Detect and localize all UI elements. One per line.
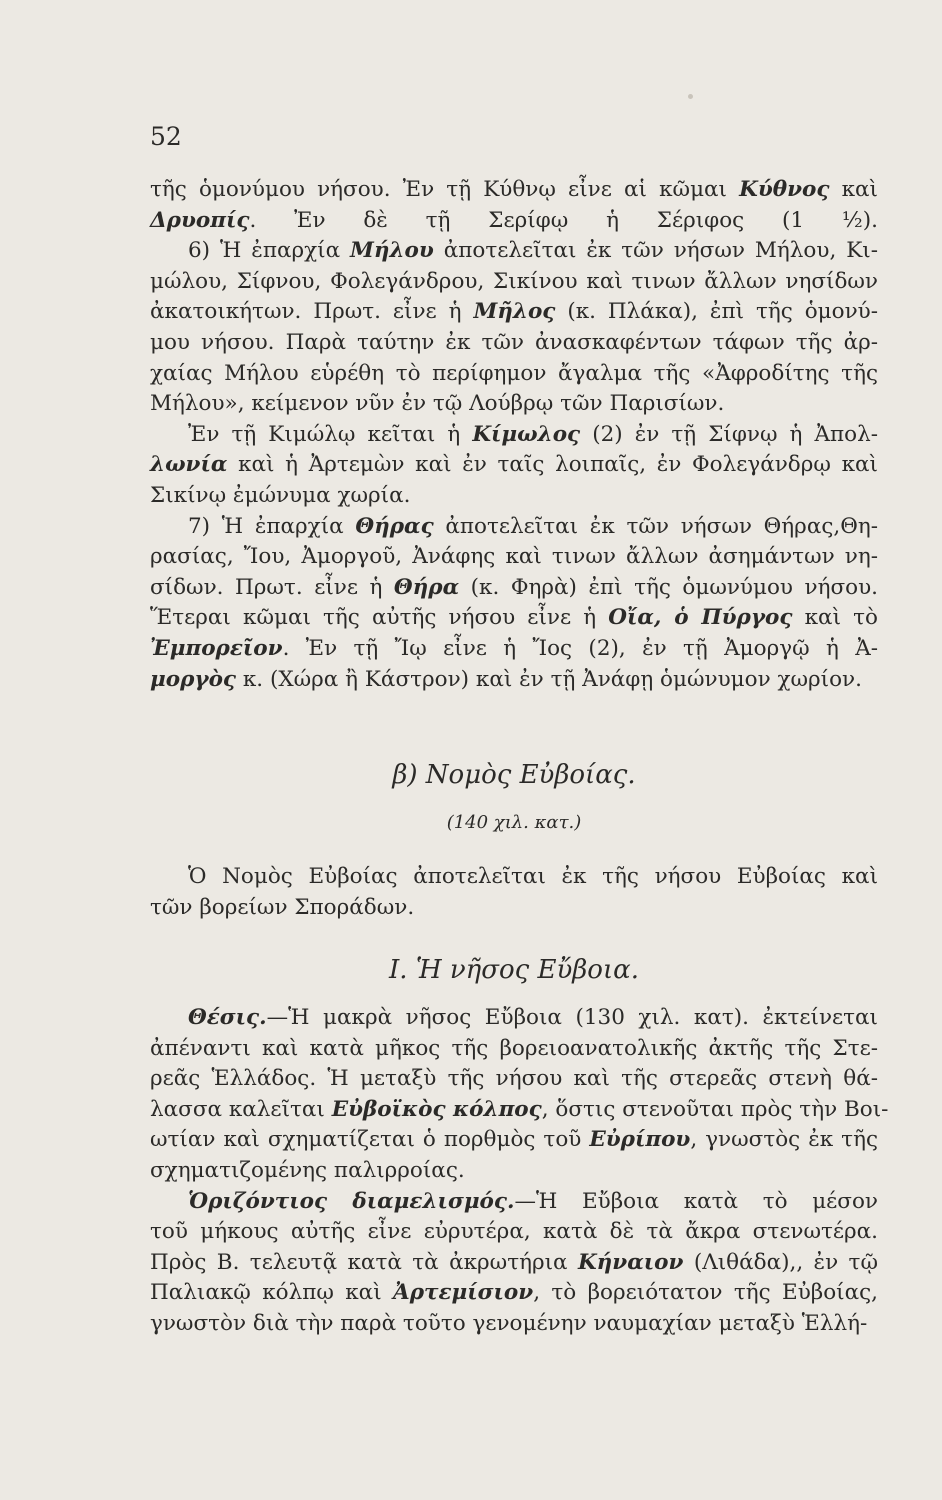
line-text: Παλιακῷ κόλπῳ καὶ [150, 1280, 394, 1306]
text-line [150, 481, 878, 511]
line-text: 7) Ἡ ἐπαρχία [188, 513, 356, 539]
text-line [150, 267, 878, 297]
text-line [188, 236, 878, 266]
text-line [150, 175, 878, 205]
line-text: (κ. Φηρὰ) ἐπὶ τῆς ὁμωνύμου νήσου. [459, 574, 878, 600]
emphasized-term: Δρυοπίς [150, 207, 250, 233]
line-text: καὶ ἡ Ἀρτεμὼν καὶ ἐν ταῖς λοιπαῖς, ἐν Φολεγάνδρῳ καὶ [227, 452, 878, 478]
emphasized-term: Ἀρτεμίσιον [393, 1280, 534, 1306]
line-text: λασσα καλεῖται [150, 1096, 332, 1122]
text-line [150, 1156, 878, 1186]
section-heading-euboea-island: Ι. Ἡ νῆσος Εὔβοια. [389, 955, 639, 985]
emphasized-term: Εὐβοϊκὸς κόλπος [331, 1096, 542, 1122]
line-text: 6) Ἡ ἐπαρχία [188, 238, 351, 264]
line-text: ἀπέναντι καὶ κατὰ μῆκος τῆς βορειοανατολικῆς ἀκτῆς τῆς Στε- [150, 1035, 878, 1061]
line-text: . Ἐν τῇ Ἴῳ εἶνε ἡ Ἴος (2), ἐν τῇ Ἀμοργῷ ἡ Ἀ- [282, 636, 878, 661]
emphasized-term: λωνία [150, 452, 228, 478]
emphasized-term: Ὁριζόντιος διαμελισμός. [188, 1188, 515, 1214]
text-line [150, 573, 878, 603]
emphasized-term: μοργὸς [150, 666, 236, 692]
line-text: ἀποτελεῖται ἐκ τῶν νήσων Θήρας,Θη- [433, 513, 878, 539]
text-line [188, 1003, 878, 1033]
text-line [150, 634, 878, 664]
emphasized-term: Κίμωλος [472, 421, 581, 447]
line-text: ἀκατοικήτων. Πρωτ. εἶνε ἡ [150, 299, 474, 325]
text-line [150, 328, 878, 358]
text-line [188, 1187, 878, 1217]
text-line [150, 389, 878, 419]
line-text: ἀποτελεῖται ἐκ τῶν νήσων Μήλου, Κι- [433, 238, 878, 264]
line-text: , γνωστὸς ἐκ τῆς [690, 1127, 878, 1153]
line-text: —Ἡ Εὔβοια κατὰ τὸ μέσον [514, 1188, 878, 1214]
text-line [150, 603, 878, 633]
line-text: , ὅστις στενοῦται πρὸς τὴν Βοι- [541, 1096, 889, 1122]
text-line [188, 420, 878, 450]
emphasized-term: Ἐμπορεῖον [150, 636, 283, 661]
emphasized-term: Μῆλος [473, 299, 556, 325]
line-text: γνωστὸν διὰ τὴν παρὰ τοῦτο γενομένην ναυμαχίαν μεταξὺ Ἑλλή- [150, 1311, 868, 1336]
line-text: ωτίαν καὶ σχηματίζεται ὁ πορθμὸς τοῦ [150, 1127, 590, 1153]
line-text: , τὸ βορειότατον τῆς Εὐβοίας, [533, 1280, 879, 1306]
line-text: σίδων. Πρωτ. εἶνε ἡ [150, 574, 394, 600]
line-text: μώλου, Σίφνου, Φολεγάνδρου, Σικίνου καὶ τινων ἄλλων νησίδων [150, 268, 878, 294]
line-text: κ. (Χώρα ἢ Κάστρον) καὶ ἐν τῇ Ἀνάφῃ ὁμώνυμον χωρίον. [236, 666, 862, 692]
text-line [150, 665, 878, 695]
line-text: ρασίας, Ἴου, Ἀμοργοῦ, Ἀνάφης καὶ τινων ἄλλων ἀσημάντων νη- [150, 544, 878, 570]
text-line [150, 542, 878, 572]
emphasized-term: Κύθνος [739, 177, 830, 202]
line-text: Μήλου», κείμενον νῦν ἐν τῷ Λούβρῳ τῶν Παρισίων. [150, 391, 725, 417]
text-line [150, 1309, 878, 1339]
line-text: Πρὸς Β. τελευτᾷ κατὰ τὰ ἀκρωτήρια [150, 1249, 578, 1275]
line-text: Ὁ Νομὸς Εὐβοίας ἀποτελεῖται ἐκ τῆς νήσου Εὐβοίας καὶ [188, 864, 878, 889]
text-line [150, 893, 878, 923]
page-number: 52 [150, 122, 182, 151]
emphasized-term: Οἴα, ὁ Πύργος [608, 605, 793, 631]
emphasized-term: Θήρας [355, 513, 434, 539]
section-heading-euboea-prefecture: β) Νομὸς Εὐβοίας. [392, 760, 636, 790]
emphasized-term: Εὐρίπου [589, 1127, 691, 1153]
section-subheading-area: (140 χιλ. κατ.) [446, 812, 582, 833]
line-text: καὶ τὸ [792, 605, 878, 631]
line-text: (2) ἐν τῇ Σίφνῳ ἡ Ἀπολ- [580, 421, 878, 447]
line-text: ρεᾶς Ἑλλάδος. Ἡ μεταξὺ τῆς νήσου καὶ τῆς στερεᾶς στενὴ θά- [150, 1066, 878, 1092]
text-line [150, 1217, 878, 1247]
text-line [150, 206, 878, 236]
line-text: τοῦ μήκους αὐτῆς εἶνε εὐρυτέρα, κατὰ δὲ τὰ ἄκρα στενωτέρα. [150, 1219, 878, 1245]
line-text: τῆς ὁμονύμου νήσου. Ἐν τῇ Κύθνῳ εἶνε αἱ κῶμαι [150, 177, 740, 202]
text-line [150, 450, 878, 480]
text-line [150, 1278, 878, 1308]
line-text: καὶ [829, 177, 878, 202]
text-line [150, 1248, 878, 1278]
line-text: Ἐν τῇ Κιμώλῳ κεῖται ἡ [188, 421, 473, 447]
text-line [188, 512, 878, 542]
line-text: μου νήσου. Παρὰ ταύτην ἐκ τῶν ἀνασκαφέντων τάφων τῆς ἀρ- [150, 330, 878, 355]
emphasized-term: Κήναιον [577, 1249, 684, 1275]
text-line [150, 359, 878, 389]
emphasized-term: Θέσις. [188, 1005, 267, 1030]
text-line [150, 1034, 878, 1064]
line-text: χαίας Μήλου εὑρέθη τὸ περίφημον ἄγαλμα τῆς «Ἀφροδίτης τῆς [150, 360, 878, 386]
paper-speck [688, 94, 693, 99]
line-text: τῶν βορείων Σποράδων. [150, 894, 415, 920]
line-text: (κ. Πλάκα), ἐπὶ τῆς ὁμονύ- [555, 299, 878, 325]
text-line [150, 1064, 878, 1094]
text-line [188, 862, 878, 892]
line-text: σχηματιζομένης παλιρροίας. [150, 1158, 465, 1183]
emphasized-term: Μήλου [350, 238, 434, 264]
line-text: Σικίνῳ ἐμώνυμα χωρία. [150, 483, 411, 508]
line-text: . Ἐν δὲ τῇ Σερίφῳ ἡ Σέριφος (1 ½). [249, 207, 878, 233]
line-text: —Ἡ μακρὰ νῆσος Εὔβοια (130 χιλ. κατ). ἐκτείνεται [266, 1005, 878, 1030]
emphasized-term: Θήρα [393, 574, 460, 600]
line-text: Ἕτεραι κῶμαι τῆς αὐτῆς νήσου εἶνε ἡ [150, 605, 609, 631]
text-line [150, 1125, 878, 1155]
text-line [150, 297, 878, 327]
text-line [150, 1095, 889, 1125]
line-text: (Λιθάδα),, ἐν τῷ [683, 1249, 878, 1275]
